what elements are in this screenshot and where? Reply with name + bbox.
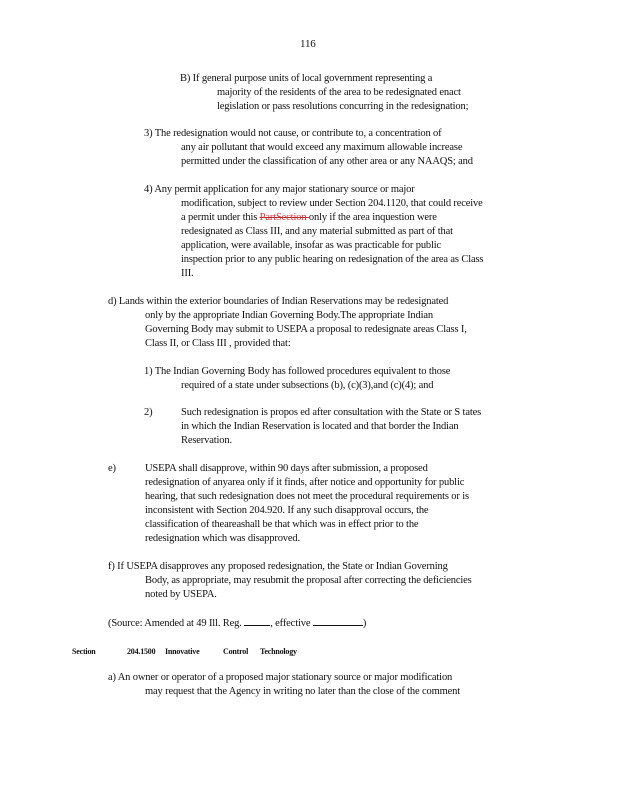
item-d-line-2: only by the appropriate Indian Governing Body.The appropriate Indian — [145, 310, 433, 321]
item-3-line-2: any air pollutant that would exceed any maximum allowable increase — [181, 142, 463, 153]
item-b-line-2: majority of the residents of the area to be redesignated enact — [217, 87, 461, 98]
section-title-word-1: Innovative — [165, 647, 200, 656]
page-number: 116 — [300, 38, 316, 50]
section-number: 204.1500 — [127, 647, 156, 656]
item-f-line-3: noted by USEPA. — [145, 589, 217, 600]
item-d2-line-2: in which the Indian Reservation is located and that border the Indian — [181, 421, 459, 432]
item-4-line-3 — [181, 211, 437, 225]
item-a-line-2: may request that the Agency in writing no later than the close of the comment — [145, 686, 461, 697]
section-title-word-2: Control — [223, 647, 249, 656]
item-4-line-3-start: a permit under this — [181, 212, 260, 223]
item-4-line-1: 4) Any permit application for any major stationary source or major — [144, 184, 415, 195]
source-note-prefix: (Source: Amended at 49 Ill. Reg. — [108, 618, 242, 629]
item-4-line-4: redesignated as Class III, and any material submitted as part of that — [181, 226, 453, 237]
item-f-line-2: Body, as appropriate, may resubmit the proposal after correcting the deficiencies — [145, 575, 472, 586]
item-d2-line-3: Reservation. — [181, 435, 232, 446]
item-f-line-1: f) If USEPA disapproves any proposed redesignation, the State or Indian Governing — [108, 561, 448, 572]
item-4-line-5: application, were available, insofar as was practicable for public — [181, 240, 442, 251]
item-4-line-7: III. — [181, 268, 194, 279]
item-e-label: e) — [108, 463, 116, 474]
item-d-line-3: Governing Body may submit to USEPA a proposal to redesignate areas Class I, — [145, 324, 467, 335]
item-4-line-6: inspection prior to any public hearing on redesignation of the area as Class — [181, 254, 484, 265]
item-e-line-3: hearing, that such redesignation does not meet the procedural requirements or is — [145, 491, 469, 502]
deleted-text: PartSection — [259, 212, 309, 223]
item-d1-line-2: required of a state under subsections (b), (c)(3),and (c)(4); and — [181, 380, 434, 391]
effective-date-blank — [313, 615, 363, 626]
item-b-line-1: B) If general purpose units of local government representing a — [180, 73, 433, 84]
item-3-line-3: permitted under the classification of any other area or any NAAQS; and — [181, 156, 473, 167]
item-d-line-1: d) Lands within the exterior boundaries of Indian Reservations may be redesignated — [108, 296, 449, 307]
register-volume-blank — [244, 615, 270, 626]
source-note-close: ) — [362, 618, 367, 629]
item-b-line-3: legislation or pass resolutions concurring in the redesignation; — [217, 101, 469, 112]
source-note — [108, 615, 366, 631]
item-a-line-1: a) An owner or operator of a proposed major stationary source or major modification — [108, 672, 453, 683]
item-e-line-6: redesignation which was disapproved. — [145, 533, 300, 544]
item-4-line-2: modification, subject to review under Section 204.1120, that could receive — [181, 198, 483, 209]
item-e-line-4: inconsistent with Section 204.920. If any such disapproval occurs, the — [145, 505, 429, 516]
item-d2-label: 2) — [144, 407, 153, 418]
item-d-line-4: Class II, or Class III , provided that: — [145, 338, 291, 349]
item-3-line-1: 3) The redesignation would not cause, or contribute to, a concentration of — [144, 128, 442, 139]
item-d1-line-1: 1) The Indian Governing Body has followed procedures equivalent to those — [144, 366, 451, 377]
section-title-word-3: Technology — [260, 647, 297, 656]
item-e-line-1: USEPA shall disapprove, within 90 days after submission, a proposed — [145, 463, 428, 474]
section-heading-word: Section — [72, 647, 96, 656]
item-4-line-3-end: only if the area inquestion were — [308, 212, 437, 223]
item-e-line-2: redesignation of anyarea only if it finds, after notice and opportunity for public — [145, 477, 465, 488]
source-note-effective: , effective — [270, 618, 311, 629]
item-d2-line-1: Such redesignation is propos ed after consultation with the State or S tates — [181, 407, 482, 418]
item-e-line-5: classification of theareashall be that which was in effect prior to the — [145, 519, 419, 530]
